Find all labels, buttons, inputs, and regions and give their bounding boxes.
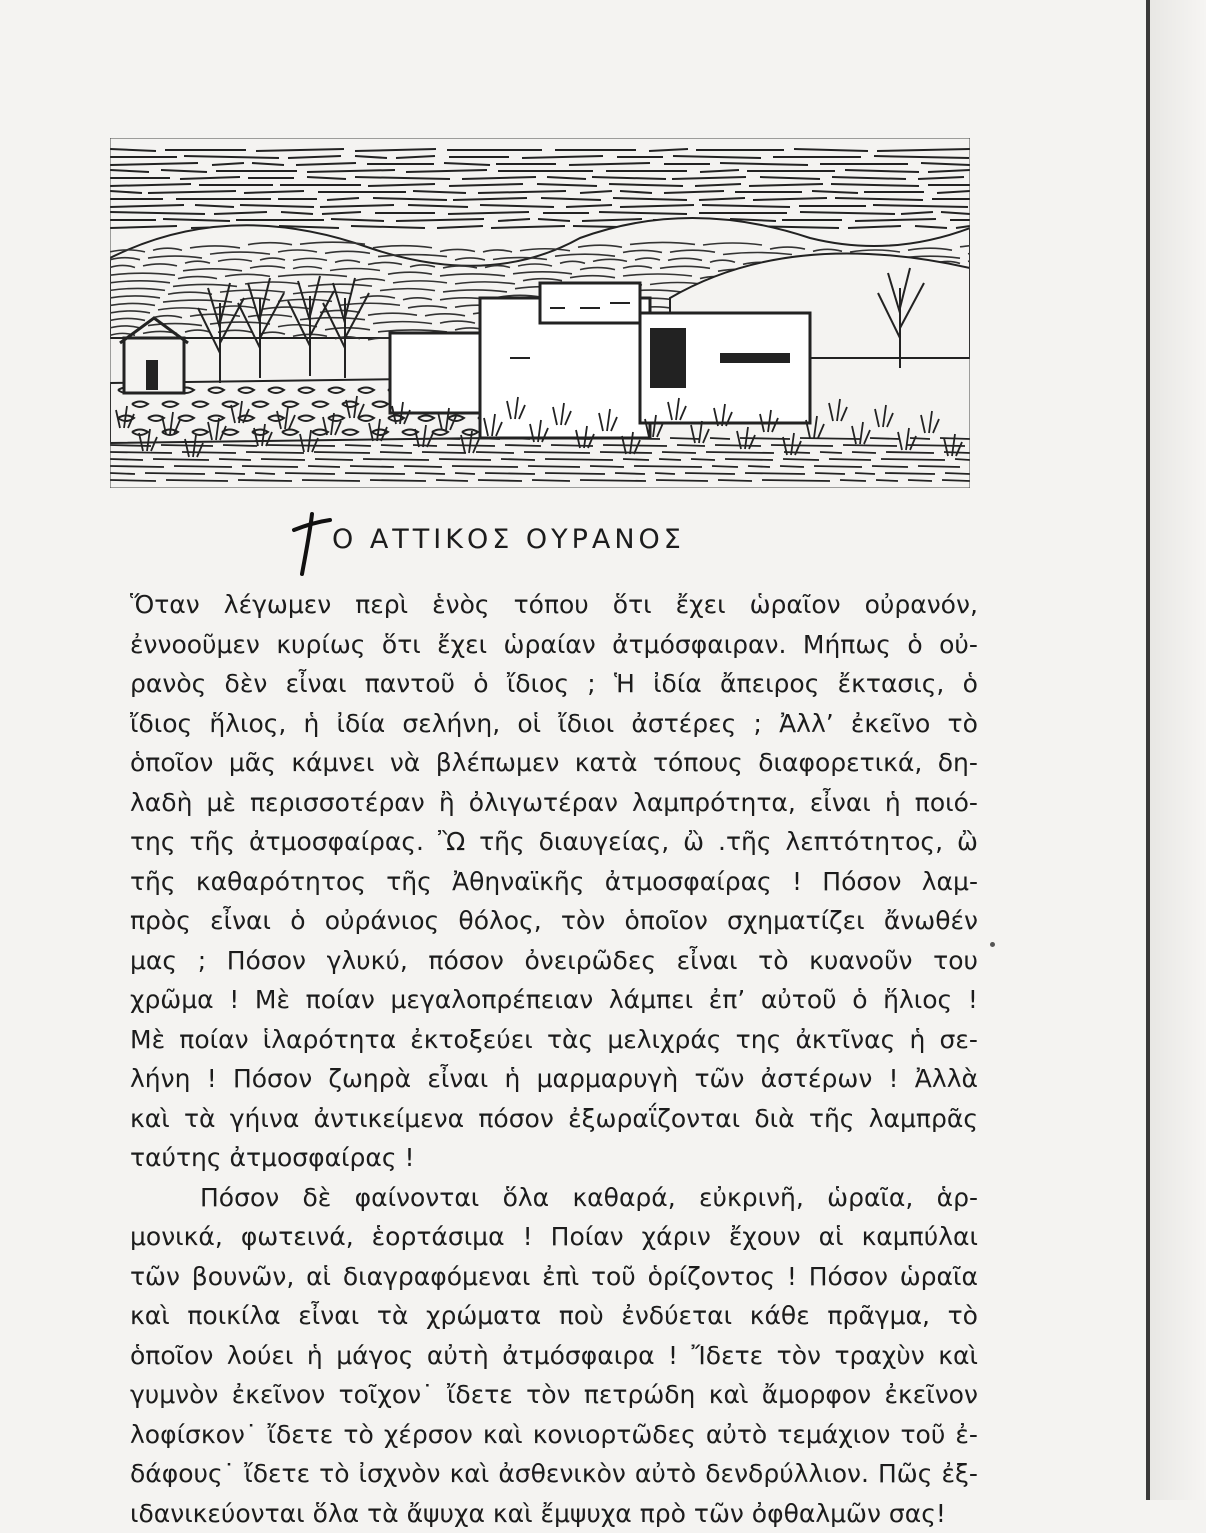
text-line: ὁποῖον λούει ἡ μάγος αὐτὴ ἀτμόσφαιρα ! Ἴδετε τὸν τραχὺν καὶ bbox=[130, 1336, 978, 1376]
text-line: λοφίσκον˙ ἴδετε τὸ χέρσον καὶ κονιορτῶδες αὐτὸ τεμάχιον τοῦ ἐ- bbox=[130, 1415, 978, 1455]
text-line: λαδὴ μὲ περισσοτέραν ἢ ὀλιγωτέραν λαμπρότητα, εἶναι ἡ ποιό- bbox=[130, 783, 978, 823]
handwritten-cross-mark-icon bbox=[286, 508, 336, 578]
text-line: ἐννοοῦμεν κυρίως ὅτι ἔχει ὡραίαν ἀτμόσφαιραν. Μήπως ὁ οὐ- bbox=[130, 625, 978, 665]
text-line: τῆς καθαρότητος τῆς Ἀθηναϊκῆς ἀτμοσφαίρας ! Πόσον λαμ- bbox=[130, 862, 978, 902]
paragraph-2 bbox=[130, 1178, 978, 1533]
text-line: καὶ τὰ γήινα ἀντικείμενα πόσον ἐξωραΐζονται διὰ τῆς λαμπρᾶς bbox=[130, 1099, 978, 1139]
text-line: της τῆς ἀτμοσφαίρας. Ὢ τῆς διαυγείας, ὢ .τῆς λεπτότητος, ὢ bbox=[130, 822, 978, 862]
paragraph-1 bbox=[130, 585, 978, 1178]
text-line: δάφους˙ ἴδετε τὸ ἰσχνὸν καὶ ἀσθενικὸν αὐτὸ δενδρύλλιον. Πῶς ἐξ- bbox=[130, 1454, 978, 1494]
text-line: Ὅταν λέγωμεν περὶ ἑνὸς τόπου ὅτι ἔχει ὡραῖον οὐρανόν, bbox=[130, 585, 978, 625]
text-line: πρὸς εἶναι ὁ οὐράνιος θόλος, τὸν ὁποῖον σχηματίζει ἄνωθέν bbox=[130, 901, 978, 941]
text-line: μονικά, φωτεινά, ἑορτάσιμα ! Ποίαν χάριν ἔχουν αἱ καμπύλαι bbox=[130, 1217, 978, 1257]
text-line: Πόσον δὲ φαίνονται ὅλα καθαρά, εὐκρινῆ, ὡραῖα, ἁρ- bbox=[130, 1178, 978, 1218]
page-title: Ο ΑΤΤΙΚΟΣ ΟΥΡΑΝΟΣ bbox=[332, 524, 685, 555]
chapter-title bbox=[286, 508, 806, 578]
page-edge-shadow bbox=[1150, 0, 1206, 1500]
stray-ink-dot bbox=[990, 942, 995, 947]
text-line: τῶν βουνῶν, αἱ διαγραφόμεναι ἐπὶ τοῦ ὁρίζοντος ! Πόσον ὡραῖα bbox=[130, 1257, 978, 1297]
text-line: γυμνὸν ἐκεῖνον τοῖχον˙ ἴδετε τὸν πετρώδη καὶ ἄμορφον ἐκεῖνον bbox=[130, 1375, 978, 1415]
text-line: λήνη ! Πόσον ζωηρὰ εἶναι ἡ μαρμαρυγὴ τῶν ἀστέρων ! Ἀλλὰ bbox=[130, 1059, 978, 1099]
text-line: καὶ ποικίλα εἶναι τὰ χρώματα ποὺ ἐνδύεται κάθε πρᾶγμα, τὸ bbox=[130, 1296, 978, 1336]
body-text bbox=[130, 585, 978, 1533]
text-line: μας ; Πόσον γλυκύ, πόσον ὀνειρῶδες εἶναι τὸ κυανοῦν του bbox=[130, 941, 978, 981]
text-line: ὁποῖον μᾶς κάμνει νὰ βλέπωμεν κατὰ τόπους διαφορετικά, δη- bbox=[130, 743, 978, 783]
text-line: ταύτης ἀτμοσφαίρας ! bbox=[130, 1138, 978, 1178]
text-line: ιδανικεύονται ὅλα τὰ ἄψυχα καὶ ἔμψυχα πρὸ τῶν ὀφθαλμῶν σας! bbox=[130, 1494, 978, 1533]
page-edge bbox=[1146, 0, 1150, 1500]
landscape-woodcut-illustration bbox=[110, 138, 970, 488]
text-line: χρῶμα ! Μὲ ποίαν μεγαλοπρέπειαν λάμπει ἐπ’ αὐτοῦ ὁ ἥλιος ! bbox=[130, 980, 978, 1020]
text-line: Μὲ ποίαν ἱλαρότητα ἐκτοξεύει τὰς μελιχράς της ἀκτῖνας ἡ σε- bbox=[130, 1020, 978, 1060]
text-line: ἴδιος ἥλιος, ἡ ἰδία σελήνη, οἱ ἴδιοι ἀστέρες ; Ἀλλ’ ἐκεῖνο τὸ bbox=[130, 704, 978, 744]
text-line: ρανὸς δὲν εἶναι παντοῦ ὁ ἴδιος ; Ἡ ἰδία ἄπειρος ἔκτασις, ὁ bbox=[130, 664, 978, 704]
